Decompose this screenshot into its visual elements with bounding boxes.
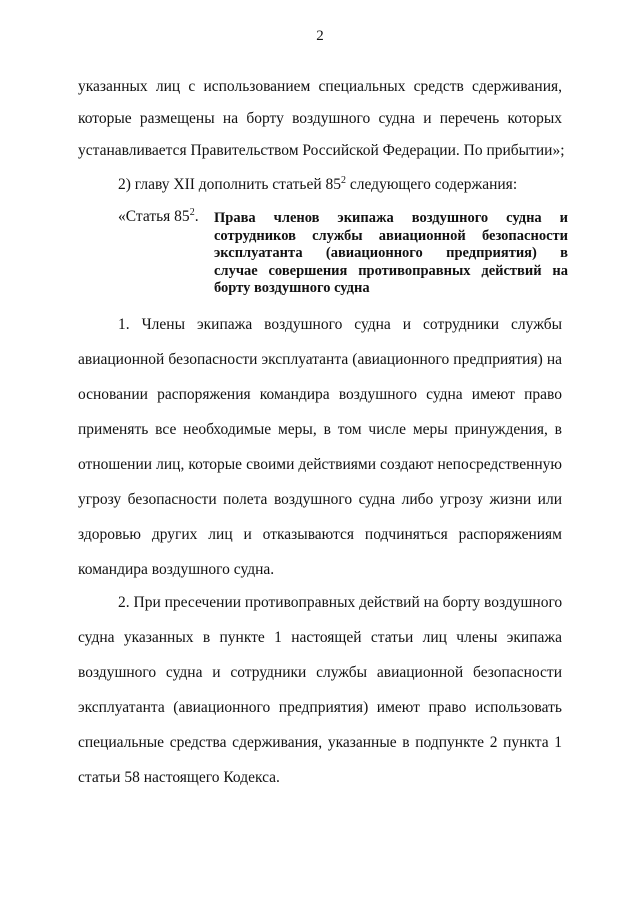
paragraph-line: основании распоряжения командира воздушного судна имеют право — [78, 386, 562, 403]
page-number: 2 — [316, 28, 324, 44]
paragraph-line: применять все необходимые меры, в том числе меры принуждения, в — [78, 421, 562, 438]
article-label — [118, 208, 199, 226]
paragraph-line: эксплуатанта (авиационного предприятия) имеют право использовать — [78, 699, 562, 716]
article-title-line: борту воздушного судна — [214, 280, 370, 296]
paragraph-line: командира воздушного судна. — [78, 561, 275, 578]
amendment-superscript: 2 — [341, 174, 347, 186]
article-label-superscript: 2 — [189, 206, 195, 218]
paragraph-line: судна указанных в пункте 1 настоящей статьи лиц члены экипажа — [78, 629, 562, 646]
paragraph-line: воздушного судна и сотрудники службы авиационной безопасности — [78, 664, 562, 681]
paragraph-line: статьи 58 настоящего Кодекса. — [78, 769, 280, 786]
intro-line: которые размещены на борту воздушного судна и перечень которых — [78, 110, 562, 127]
paragraph-1 — [78, 316, 562, 576]
amendment-text-after: следующего содержания: — [346, 176, 518, 193]
intro-line: указанных лиц с использованием специальных средств сдерживания, — [78, 78, 562, 95]
paragraph-line: здоровью других лиц и отказываются подчиняться распоряжениям — [78, 526, 562, 543]
article-title-line: Права членов экипажа воздушного судна и — [214, 210, 568, 226]
paragraph-line: авиационной безопасности эксплуатанта (авиационного предприятия) на — [78, 351, 562, 368]
paragraph-line: 1. Члены экипажа воздушного судна и сотрудники службы — [118, 316, 562, 333]
article-title — [214, 210, 568, 298]
article-label-suffix: . — [194, 208, 199, 225]
article-title-line: эксплуатанта (авиационного предприятия) в — [214, 245, 568, 261]
article-title-line: сотрудников службы авиационной безопасности — [214, 227, 568, 244]
paragraph-line: отношении лиц, которые своими действиями создают непосредственную — [78, 456, 562, 473]
intro-line: устанавливается Правительством Российской Федерации. По прибытии»; — [78, 142, 565, 159]
article-title-line: случае совершения противоправных действий на — [214, 262, 568, 279]
paragraph-line: специальные средства сдерживания, указанные в подпункте 2 пункта 1 — [78, 734, 562, 751]
article-label-prefix: «Статья 85 — [118, 208, 190, 225]
intro-paragraph — [78, 78, 565, 168]
paragraph-line: 2. При пресечении противоправных действий на борту воздушного — [118, 594, 563, 611]
amendment-line — [118, 176, 562, 194]
amendment-text-before: 2) главу XII дополнить статьей 85 — [118, 176, 342, 193]
paragraph-2 — [78, 594, 562, 784]
paragraph-line: угрозу безопасности полета воздушного судна либо угрозу жизни или — [78, 491, 562, 508]
amendment-paragraph — [78, 176, 562, 200]
